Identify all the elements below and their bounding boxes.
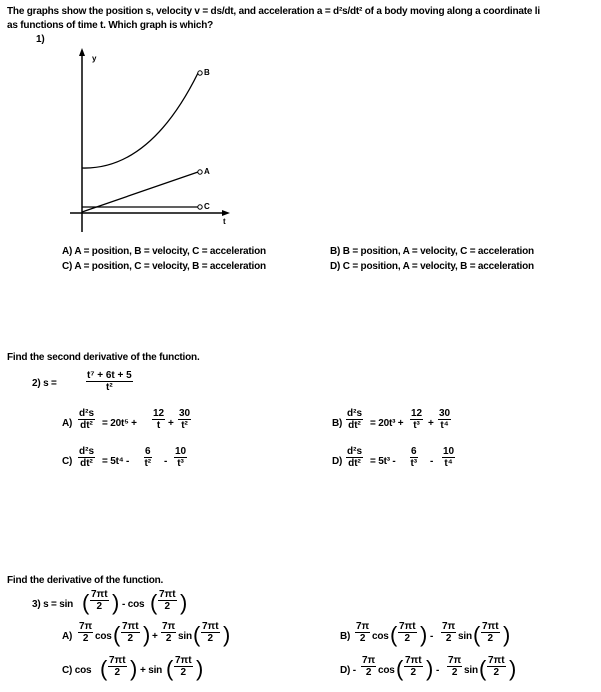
choice-letter: A) — [62, 418, 73, 429]
arg-den: 2 — [114, 667, 121, 678]
coefficient-1 — [361, 655, 376, 678]
choice-letter: C) cos — [62, 665, 92, 676]
fraction-2 — [438, 408, 451, 431]
operator: - — [430, 456, 434, 467]
paren-close: ) — [143, 622, 151, 647]
lhs-den: dt² — [80, 420, 93, 431]
operator: - — [430, 631, 434, 642]
question-1-number: 1) — [36, 34, 45, 45]
coefficient-1 — [78, 621, 93, 644]
arg — [487, 655, 506, 678]
fraction-1 — [152, 408, 165, 431]
paren-open: ( — [473, 622, 481, 647]
intro-line-2: as functions of time t. Which graph is which? — [7, 20, 214, 31]
arg-num: 7πt — [91, 589, 108, 600]
fraction-1 — [410, 408, 423, 431]
q3-argument-2 — [158, 589, 177, 612]
arg — [404, 655, 423, 678]
paren-close: ) — [223, 622, 231, 647]
operator: + — [428, 418, 434, 429]
arg — [121, 621, 140, 644]
paren-close: ) — [180, 590, 188, 615]
choice-letter: D) — [332, 456, 343, 467]
coef-num: 7π — [448, 655, 462, 666]
paren-open: ( — [193, 622, 201, 647]
y-axis-arrow — [79, 48, 85, 56]
fraction-1 — [410, 446, 418, 469]
paren-close: ) — [112, 590, 120, 615]
lhs-fraction — [346, 408, 363, 431]
q3-minus-cos: - cos — [122, 599, 145, 610]
paren-close: ) — [509, 656, 517, 681]
lhs-num: d²s — [347, 408, 362, 419]
coefficient-2 — [441, 621, 456, 644]
choice-letter: D) - — [340, 665, 356, 676]
lhs-fraction — [78, 408, 95, 431]
curve-label-a: A — [204, 167, 210, 176]
paren-close: ) — [130, 656, 138, 681]
arg-num: 7πt — [175, 655, 192, 666]
paren-open: ( — [100, 656, 108, 681]
fn: cos — [372, 631, 389, 642]
paren-open: ( — [150, 590, 158, 615]
f2-den: t⁴ — [444, 458, 453, 469]
t-axis-label: t — [223, 217, 226, 226]
lhs-den: dt² — [348, 458, 361, 469]
coef-num: 7π — [162, 621, 176, 632]
coef-num: 7π — [362, 655, 376, 666]
arg-den: 2 — [96, 601, 103, 612]
f1-den: t³ — [410, 458, 418, 469]
coef-num: 7π — [79, 621, 93, 632]
q1-choice-d[interactable]: D) C = position, A = velocity, B = acceleration — [330, 261, 534, 272]
q1-choice-b[interactable]: B) B = position, A = velocity, C = acceleration — [330, 246, 534, 257]
q1-choice-a[interactable]: A) A = position, B = velocity, C = acceleration — [62, 246, 266, 257]
line-a — [82, 172, 198, 212]
f1-den: t³ — [413, 420, 420, 431]
term: = 20t⁵ + — [102, 418, 137, 429]
f2-num: 30 — [439, 408, 451, 419]
coef-num: 7π — [356, 621, 370, 632]
arg-den: 2 — [487, 633, 494, 644]
q2-denominator: t² — [106, 382, 113, 393]
arg-num: 7πt — [399, 621, 416, 632]
arg-num: 7πt — [122, 621, 139, 632]
operator: + sin — [140, 665, 163, 676]
lhs-den: dt² — [80, 458, 93, 469]
choice-letter: C) — [62, 456, 73, 467]
arg-num: 7πt — [202, 621, 219, 632]
paren-open: ( — [166, 656, 174, 681]
q3-argument — [90, 589, 109, 612]
f2-num: 10 — [175, 446, 187, 457]
f2-den: t³ — [177, 458, 184, 469]
paren-open: ( — [479, 656, 487, 681]
arg-den: 2 — [410, 667, 417, 678]
q2-label: 2) s = — [32, 378, 57, 389]
fraction-2 — [442, 446, 455, 469]
arg-den: 2 — [164, 601, 171, 612]
fraction-2 — [178, 408, 191, 431]
y-axis-label: y — [92, 54, 97, 63]
paren-close: ) — [503, 622, 511, 647]
choice-letter: B) — [332, 418, 343, 429]
coefficient-2 — [447, 655, 462, 678]
coef-den: 2 — [451, 667, 458, 678]
coef-den: 2 — [165, 633, 172, 644]
arg-num: 7πt — [405, 655, 422, 666]
q2-numerator: t⁷ + 6t + 5 — [87, 370, 132, 381]
arg-den: 2 — [180, 667, 187, 678]
term: = 20t³ + — [370, 418, 404, 429]
operator: - — [164, 456, 168, 467]
arg — [108, 655, 127, 678]
arg-den: 2 — [493, 667, 500, 678]
curve-label-c: C — [204, 202, 210, 211]
arg — [398, 621, 417, 644]
lhs-num: d²s — [79, 408, 94, 419]
choice-letter: A) — [62, 631, 73, 642]
term: = 5t⁴ - — [102, 456, 130, 467]
fraction-2 — [174, 446, 187, 469]
arg-num: 7πt — [488, 655, 505, 666]
curve-b — [82, 73, 198, 168]
f2-den: t² — [181, 420, 188, 431]
f2-num: 10 — [443, 446, 455, 457]
lhs-num: d²s — [79, 446, 94, 457]
lhs-den: dt² — [348, 420, 361, 431]
f1-num: 6 — [145, 446, 151, 457]
f1-num: 12 — [153, 408, 165, 419]
curve-label-b: B — [204, 68, 210, 77]
paren-close: ) — [196, 656, 204, 681]
f1-num: 12 — [411, 408, 423, 419]
f2-den: t⁴ — [440, 420, 449, 431]
term: = 5t³ - — [370, 456, 396, 467]
lhs-fraction — [346, 446, 363, 469]
paren-open: ( — [113, 622, 121, 647]
coefficient-2 — [161, 621, 176, 644]
paren-close: ) — [426, 656, 434, 681]
fraction-1 — [144, 446, 152, 469]
coef-den: 2 — [359, 633, 366, 644]
arg-num: 7πt — [159, 589, 176, 600]
q2-prompt: Find the second derivative of the function. — [7, 352, 200, 363]
coef-num: 7π — [442, 621, 456, 632]
q1-choice-c[interactable]: C) A = position, C = velocity, B = acceleration — [62, 261, 266, 272]
point-b — [198, 71, 202, 75]
arg — [174, 655, 193, 678]
t-axis-arrow — [222, 210, 230, 216]
fn: sin — [178, 631, 192, 642]
lhs-num: d²s — [347, 446, 362, 457]
coefficient-1 — [355, 621, 370, 644]
coef-den: 2 — [445, 633, 452, 644]
f2-num: 30 — [179, 408, 191, 419]
point-c — [198, 205, 202, 209]
coef-den: 2 — [82, 633, 89, 644]
f1-den: t — [156, 420, 161, 431]
paren-close: ) — [420, 622, 428, 647]
arg — [201, 621, 220, 644]
arg-num: 7πt — [109, 655, 126, 666]
fn: cos — [95, 631, 112, 642]
arg — [481, 621, 500, 644]
q3-label: 3) s = sin — [32, 599, 74, 610]
fn: sin — [458, 631, 472, 642]
q2-function — [86, 370, 133, 393]
coef-den: 2 — [365, 667, 372, 678]
choice-letter: B) — [340, 631, 351, 642]
operator: + — [168, 418, 174, 429]
operator: - — [436, 665, 440, 676]
intro-line-1: The graphs show the position s, velocity v = ds/dt, and acceleration a = d²s/dt² of a body moving along a coordinate li — [7, 6, 540, 17]
arg-den: 2 — [207, 633, 214, 644]
arg-num: 7πt — [482, 621, 499, 632]
f1-den: t² — [144, 458, 152, 469]
paren-open: ( — [396, 656, 404, 681]
q3-prompt: Find the derivative of the function. — [7, 575, 164, 586]
f1-num: 6 — [411, 446, 417, 457]
fn: cos — [378, 665, 395, 676]
paren-open: ( — [82, 590, 90, 615]
operator: + — [152, 631, 158, 642]
fn: sin — [464, 665, 478, 676]
paren-open: ( — [390, 622, 398, 647]
lhs-fraction — [78, 446, 95, 469]
arg-den: 2 — [404, 633, 411, 644]
arg-den: 2 — [127, 633, 134, 644]
point-a — [198, 170, 202, 174]
